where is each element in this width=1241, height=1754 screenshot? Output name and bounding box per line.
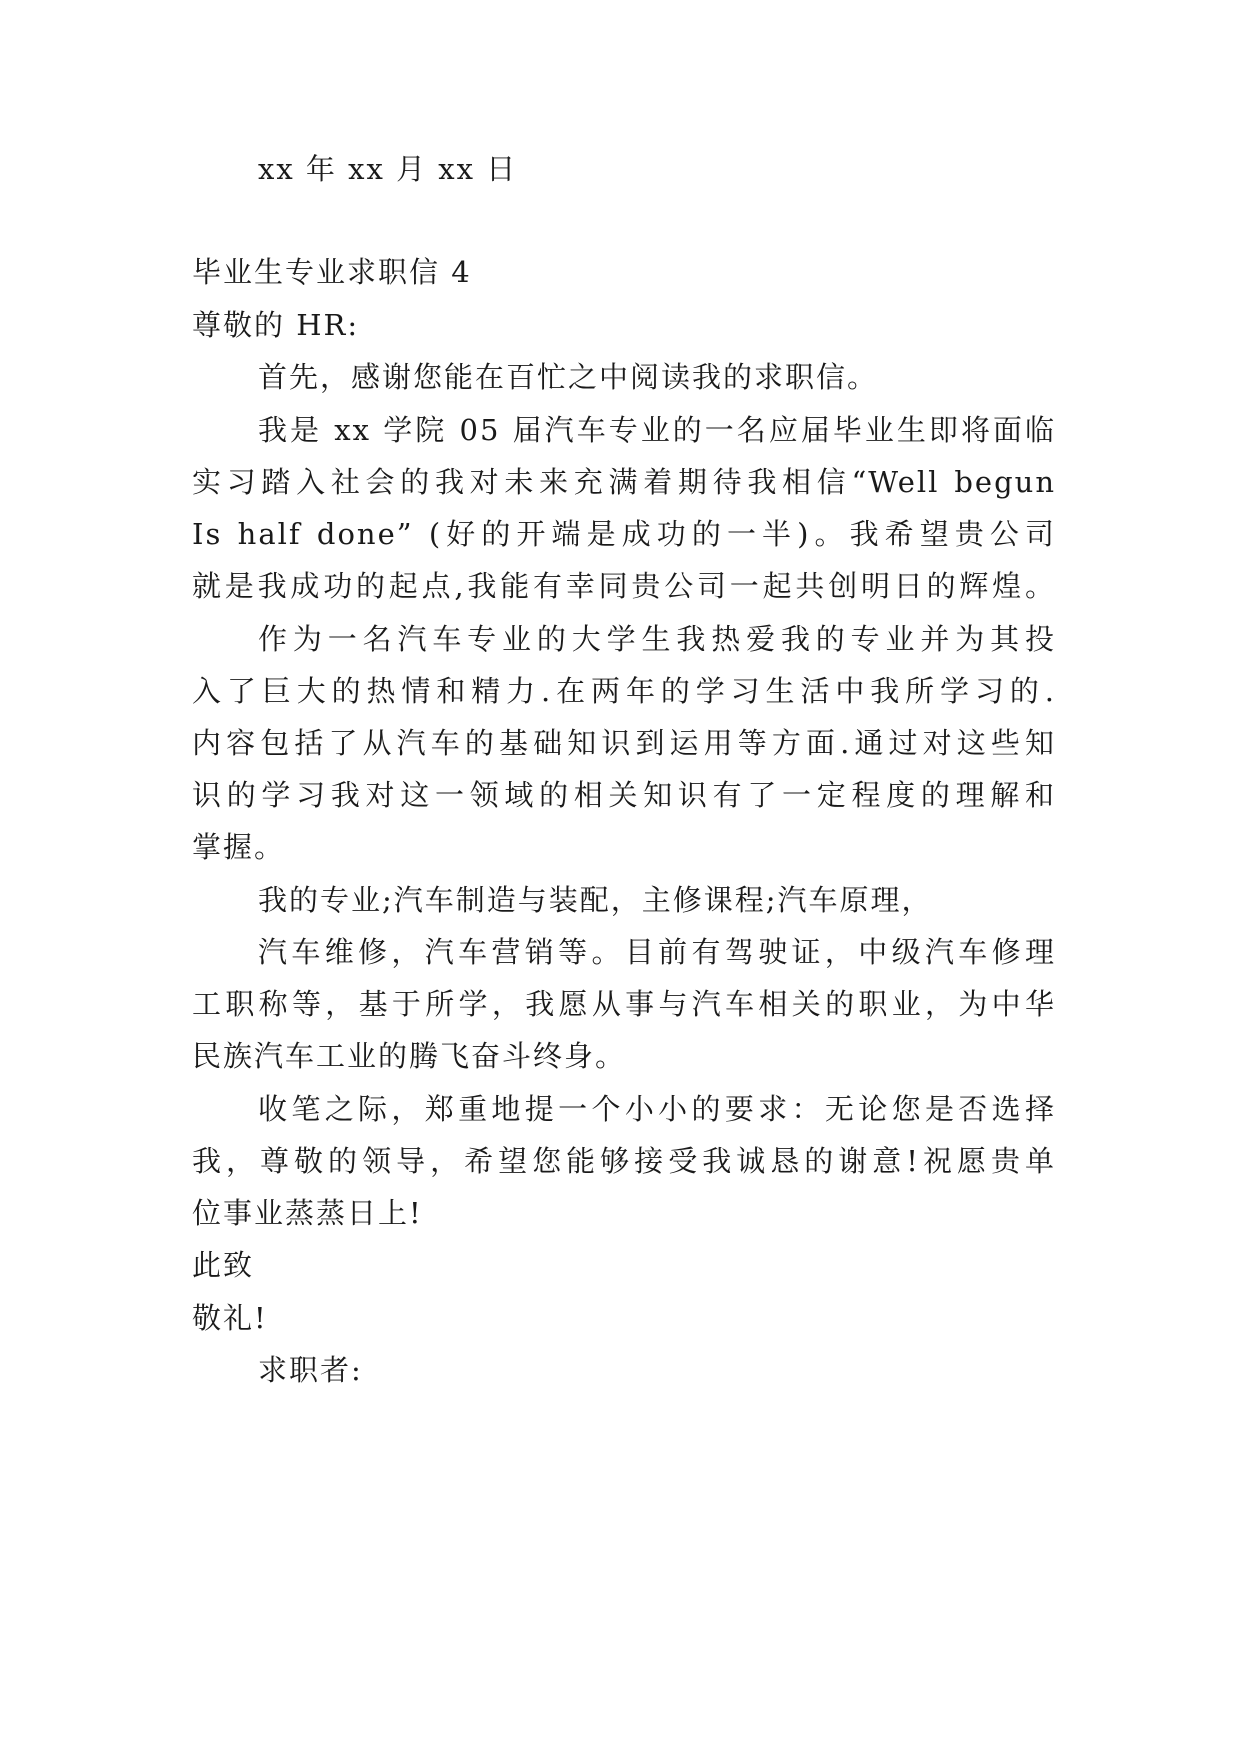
paragraph-3-line-3: 内容包括了从汽车的基础知识到运用等方面.通过对这些知 — [192, 726, 1056, 760]
paragraph-4-line-1: 我的专业;汽车制造与装配，主修课程;汽车原理， — [258, 883, 933, 917]
letter-title: 毕业生专业求职信 4 — [192, 255, 472, 289]
paragraph-3-line-4: 识的学习我对这一领域的相关知识有了一定程度的理解和 — [192, 778, 1056, 812]
paragraph-6-line-2: 我，尊敬的领导，希望您能够接受我诚恳的谢意!祝愿贵单 — [192, 1144, 1056, 1178]
paragraph-6-line-1: 收笔之际，郑重地提一个小小的要求：无论您是否选择 — [258, 1092, 1056, 1126]
paragraph-2-line-3: Is half done” (好的开端是成功的一半)。我希望贵公司 — [192, 517, 1056, 551]
paragraph-5-line-1: 汽车维修，汽车营销等。目前有驾驶证，中级汽车修理 — [258, 935, 1056, 969]
paragraph-5-line-3: 民族汽车工业的腾飞奋斗终身。 — [192, 1039, 627, 1073]
paragraph-2-line-2: 实习踏入社会的我对未来充满着期待我相信“Well begun — [192, 465, 1056, 499]
paragraph-5-line-2: 工职称等，基于所学，我愿从事与汽车相关的职业，为中华 — [192, 987, 1056, 1021]
closing-salute: 敬礼! — [192, 1301, 268, 1335]
letter-date: xx 年 xx 月 xx 日 — [258, 152, 518, 186]
paragraph-6-line-3: 位事业蒸蒸日上! — [192, 1196, 423, 1230]
closing-greeting: 此致 — [192, 1248, 255, 1282]
paragraph-3-line-5: 掌握。 — [192, 830, 286, 864]
paragraph-3-line-1: 作为一名汽车专业的大学生我热爱我的专业并为其投 — [258, 622, 1056, 656]
paragraph-2-line-4: 就是我成功的起点,我能有幸同贵公司一起共创明日的辉煌。 — [192, 569, 1056, 603]
paragraph-3-line-2: 入了巨大的热情和精力.在两年的学习生活中我所学习的. — [192, 674, 1056, 708]
signature-label: 求职者: — [258, 1353, 363, 1387]
paragraph-2-line-1: 我是 xx 学院 05 届汽车专业的一名应届毕业生即将面临 — [258, 413, 1056, 447]
paragraph-1-line-1: 首先，感谢您能在百忙之中阅读我的求职信。 — [258, 360, 879, 394]
salutation: 尊敬的 HR: — [192, 308, 360, 342]
